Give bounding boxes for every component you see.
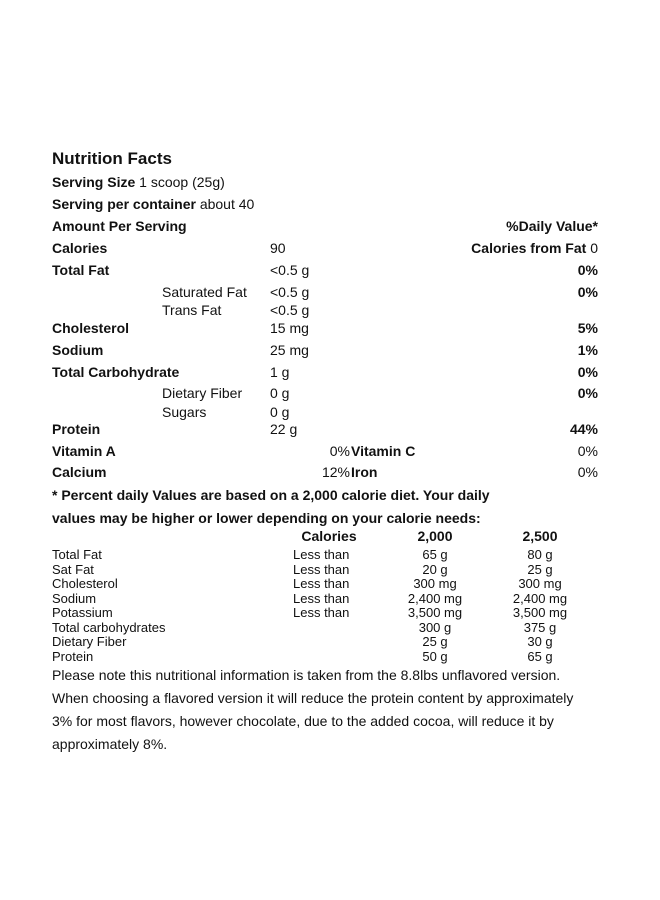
ref-header-2500: 2,500 — [522, 528, 558, 544]
calories-value: 90 — [270, 240, 286, 256]
nutrient-amount: <0.5 g — [270, 302, 310, 318]
calories-from-fat-label: Calories from Fat — [471, 240, 587, 256]
nutrient-amount: <0.5 g — [270, 262, 310, 278]
nutrient-label: Sodium — [52, 342, 104, 358]
serving-size-value: 1 scoop (25g) — [139, 174, 225, 190]
ref-header-calories: Calories — [301, 528, 357, 544]
ref-row-label: Potassium — [52, 605, 113, 620]
ref-row-2500: 375 g — [523, 619, 557, 635]
nutrient-amount: 0 g — [270, 385, 290, 401]
ref-row-limit: Less than — [293, 547, 350, 562]
ref-row-limit: Less than — [293, 605, 350, 620]
ref-row-2500: 2,400 mg — [512, 590, 568, 606]
nutrient-amount: 0 g — [270, 404, 290, 420]
ref-row-limit: Less than — [293, 561, 350, 577]
nutrient-label: Trans Fat — [162, 302, 222, 318]
nutrient-dv: 1% — [577, 342, 598, 358]
flavor-protein-note: Please note this nutritional information is taken from the 8.8lbs unflavored version. When choosing a flavored version it will reduce the protein content by approximately 3% for most flavors, however chocolate, due to the added cocoa, will reduce it by approximately 8%. — [52, 667, 574, 752]
ref-row-label: Sat Fat — [52, 561, 94, 577]
ref-row-2500: 30 g — [527, 634, 553, 649]
nutrient-label: Dietary Fiber — [162, 385, 243, 401]
ref-table-2000-col — [395, 548, 475, 664]
nutrient-dv: 0% — [577, 385, 598, 401]
vitamin-label: Calcium — [52, 464, 107, 480]
nutrient-amount: 1 g — [270, 364, 290, 380]
nutrient-amount: 25 mg — [270, 342, 309, 358]
calories-from-fat — [471, 240, 598, 256]
serving-per-container-label: Serving per container — [52, 196, 196, 212]
nutrient-dv: 0% — [577, 284, 598, 300]
nutrient-label: Sugars — [162, 404, 207, 420]
nutrient-amount: 22 g — [270, 421, 298, 437]
serving-per-container-value: about 40 — [199, 196, 255, 212]
ref-row-limit: Less than — [293, 576, 350, 591]
nutrient-dv: 0% — [577, 262, 598, 278]
calories-label: Calories — [52, 240, 108, 256]
ref-row-label: Cholesterol — [52, 576, 118, 591]
nutrient-amount: <0.5 g — [270, 284, 310, 300]
ref-table-2500-col — [500, 548, 580, 664]
ref-row-2500: 65 g — [527, 648, 553, 664]
calories-from-fat-value: 0 — [590, 240, 598, 256]
nutrient-dv: 5% — [577, 320, 598, 336]
vitamin-label: Vitamin A — [52, 443, 116, 459]
vitamin-value: 0% — [329, 443, 350, 459]
serving-size-label: Serving Size — [52, 174, 136, 190]
ref-row-label: Total Fat — [52, 547, 102, 562]
ref-row-2500: 3,500 mg — [512, 605, 568, 620]
ref-row-2500: 300 mg — [518, 576, 562, 591]
nutrient-dv: 0% — [577, 364, 598, 380]
ref-header-2000: 2,000 — [417, 528, 453, 544]
ref-row-label: Total carbohydrates — [52, 619, 166, 635]
ref-row-label: Dietary Fiber — [52, 634, 127, 649]
nutrient-label: Cholesterol — [52, 320, 130, 336]
nutrient-label: Saturated Fat — [162, 284, 247, 300]
ref-row-2000: 2,400 mg — [407, 590, 463, 606]
vitamin-label-2: Vitamin C — [351, 443, 416, 459]
ref-row-2000: 25 g — [422, 634, 448, 649]
amount-per-serving-label: Amount Per Serving — [52, 218, 187, 234]
ref-row-2000: 3,500 mg — [407, 605, 463, 620]
nutrient-label: Total Fat — [52, 262, 110, 278]
serving-per-container-line — [52, 196, 254, 212]
ref-row-2000: 300 mg — [413, 576, 457, 591]
vitamin-label-2: Iron — [351, 464, 378, 480]
nutrient-dv: 44% — [569, 421, 598, 437]
daily-value-header: %Daily Value* — [506, 218, 598, 234]
nutrient-amount: 15 mg — [270, 320, 309, 336]
ref-row-limit: Less than — [293, 590, 350, 606]
ref-row-label: Sodium — [52, 590, 97, 606]
daily-value-footnote: * Percent daily Values are based on a 2,000 calorie diet. Your daily values may be higher or lower depending on your calorie needs: — [52, 487, 490, 526]
nutrient-label: Total Carbohydrate — [52, 364, 180, 380]
ref-row-label: Protein — [52, 648, 94, 664]
ref-row-2000: 50 g — [422, 648, 448, 664]
ref-table-limits — [293, 548, 349, 621]
ref-table-labels — [52, 548, 165, 664]
vitamin-value-2: 0% — [577, 464, 598, 480]
serving-size-line — [52, 174, 225, 190]
nutrition-facts-title: Nutrition Facts — [52, 149, 172, 168]
ref-row-2000: 20 g — [422, 561, 448, 577]
ref-row-2000: 300 g — [418, 619, 452, 635]
vitamin-value: 12% — [321, 464, 350, 480]
nutrient-label: Protein — [52, 421, 101, 437]
ref-row-2000: 65 g — [422, 547, 448, 562]
vitamin-value-2: 0% — [577, 443, 598, 459]
ref-row-2500: 25 g — [527, 561, 553, 577]
ref-row-2500: 80 g — [527, 547, 553, 562]
